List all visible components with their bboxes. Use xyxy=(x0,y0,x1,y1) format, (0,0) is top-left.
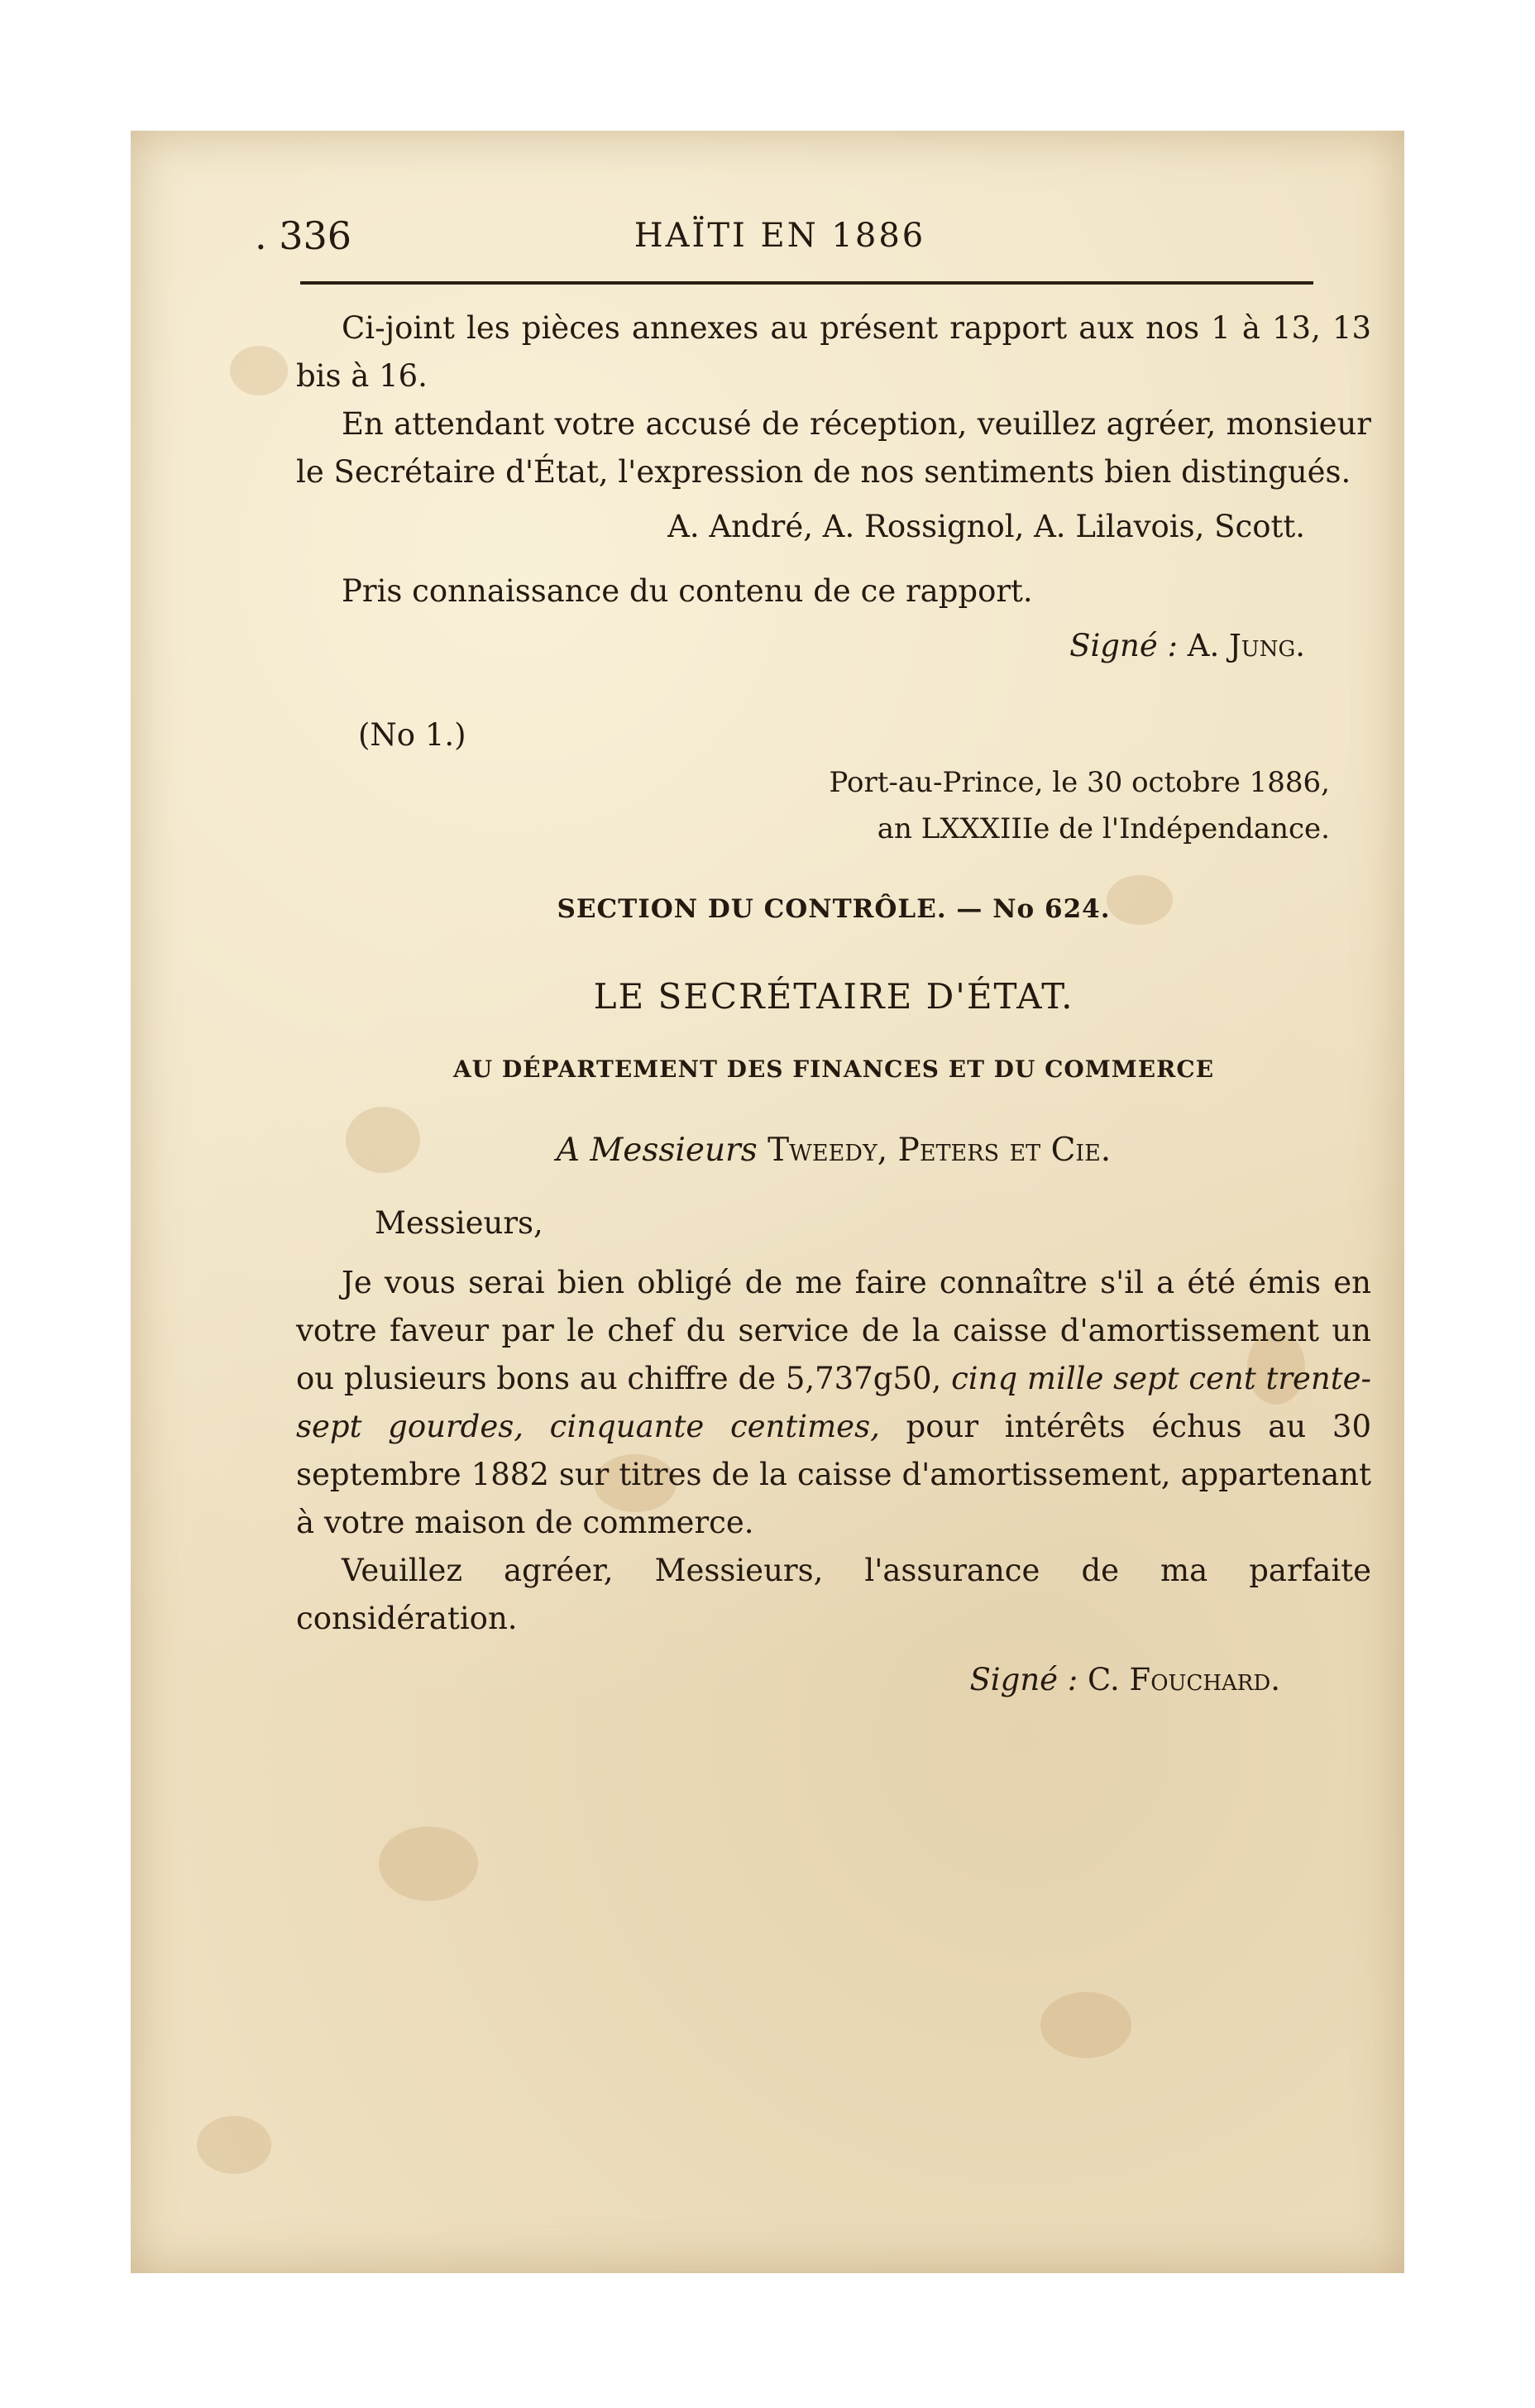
letter-closing: Veuillez agréer, Messieurs, l'assurance de ma parfaite considération. xyxy=(296,1553,1371,1636)
annex-paragraph: Ci-joint les pièces annexes au présent rapport aux nos 1 à 13, 13 bis à 16. xyxy=(296,310,1371,394)
foxing-stain xyxy=(230,346,288,395)
page-number: . 336 xyxy=(255,213,352,258)
acknowledgement-signature xyxy=(296,622,1371,670)
foxing-stain xyxy=(1040,1992,1131,2058)
signed-label: Signé : xyxy=(969,1662,1078,1697)
header-rule xyxy=(300,281,1313,285)
salutation: Messieurs, xyxy=(375,1205,543,1241)
independence-year-line: an LXXXIIIe de l'Indépendance. xyxy=(877,812,1330,845)
department-heading: AU DÉPARTEMENT DES FINANCES ET DU COMMERCE xyxy=(452,1056,1215,1083)
letter-body xyxy=(296,1259,1371,1547)
letter-signature xyxy=(296,1656,1371,1704)
place-date-line: Port-au-Prince, le 30 octobre 1886, xyxy=(829,766,1330,799)
running-head xyxy=(255,213,1305,271)
letter-body-part2: pour intérêts échus au 30 septembre 1882 sur titres de la caisse d'amortissement, appartenant à votre maison de commerce. xyxy=(296,1409,1371,1540)
addressee-prefix: A Messieurs xyxy=(556,1132,758,1169)
letter-body-italic: cinq mille sept cent trente-sept gourdes, cinquante centimes, xyxy=(296,1361,1372,1444)
signer-name: A. Jung. xyxy=(1187,628,1305,663)
document-number: (No 1.) xyxy=(358,717,466,753)
running-title: HAÏTI EN 1886 xyxy=(634,217,926,255)
book-page xyxy=(131,131,1404,2273)
letter-title: LE SECRÉTAIRE D'ÉTAT. xyxy=(593,976,1074,1017)
page-body xyxy=(296,304,1371,1704)
letter-body-part1: Je vous serai bien obligé de me faire connaître s'il a été émis en votre faveur par le chef du service de la caisse d'amortissement un ou plusieurs bons au chiffre de 5,737g50, xyxy=(296,1265,1371,1396)
section-heading: SECTION DU CONTRÔLE. — No 624. xyxy=(557,894,1111,924)
addressee-name: Tweedy, Peters et Cie. xyxy=(768,1132,1112,1169)
signer-name: C. Fouchard. xyxy=(1088,1662,1280,1697)
foxing-stain xyxy=(197,2116,271,2174)
foxing-stain xyxy=(379,1826,478,1901)
signed-label: Signé : xyxy=(1069,628,1178,663)
closing-paragraph: En attendant votre accusé de réception, veuillez agréer, monsieur le Secrétaire d'État, l'expression de nos sentiments bien distingués. xyxy=(296,406,1371,490)
signatories-line: A. André, A. Rossignol, A. Lilavois, Scott. xyxy=(667,509,1305,544)
addressee-line xyxy=(296,1127,1371,1175)
acknowledgement-text: Pris connaissance du contenu de ce rapport. xyxy=(342,573,1033,609)
